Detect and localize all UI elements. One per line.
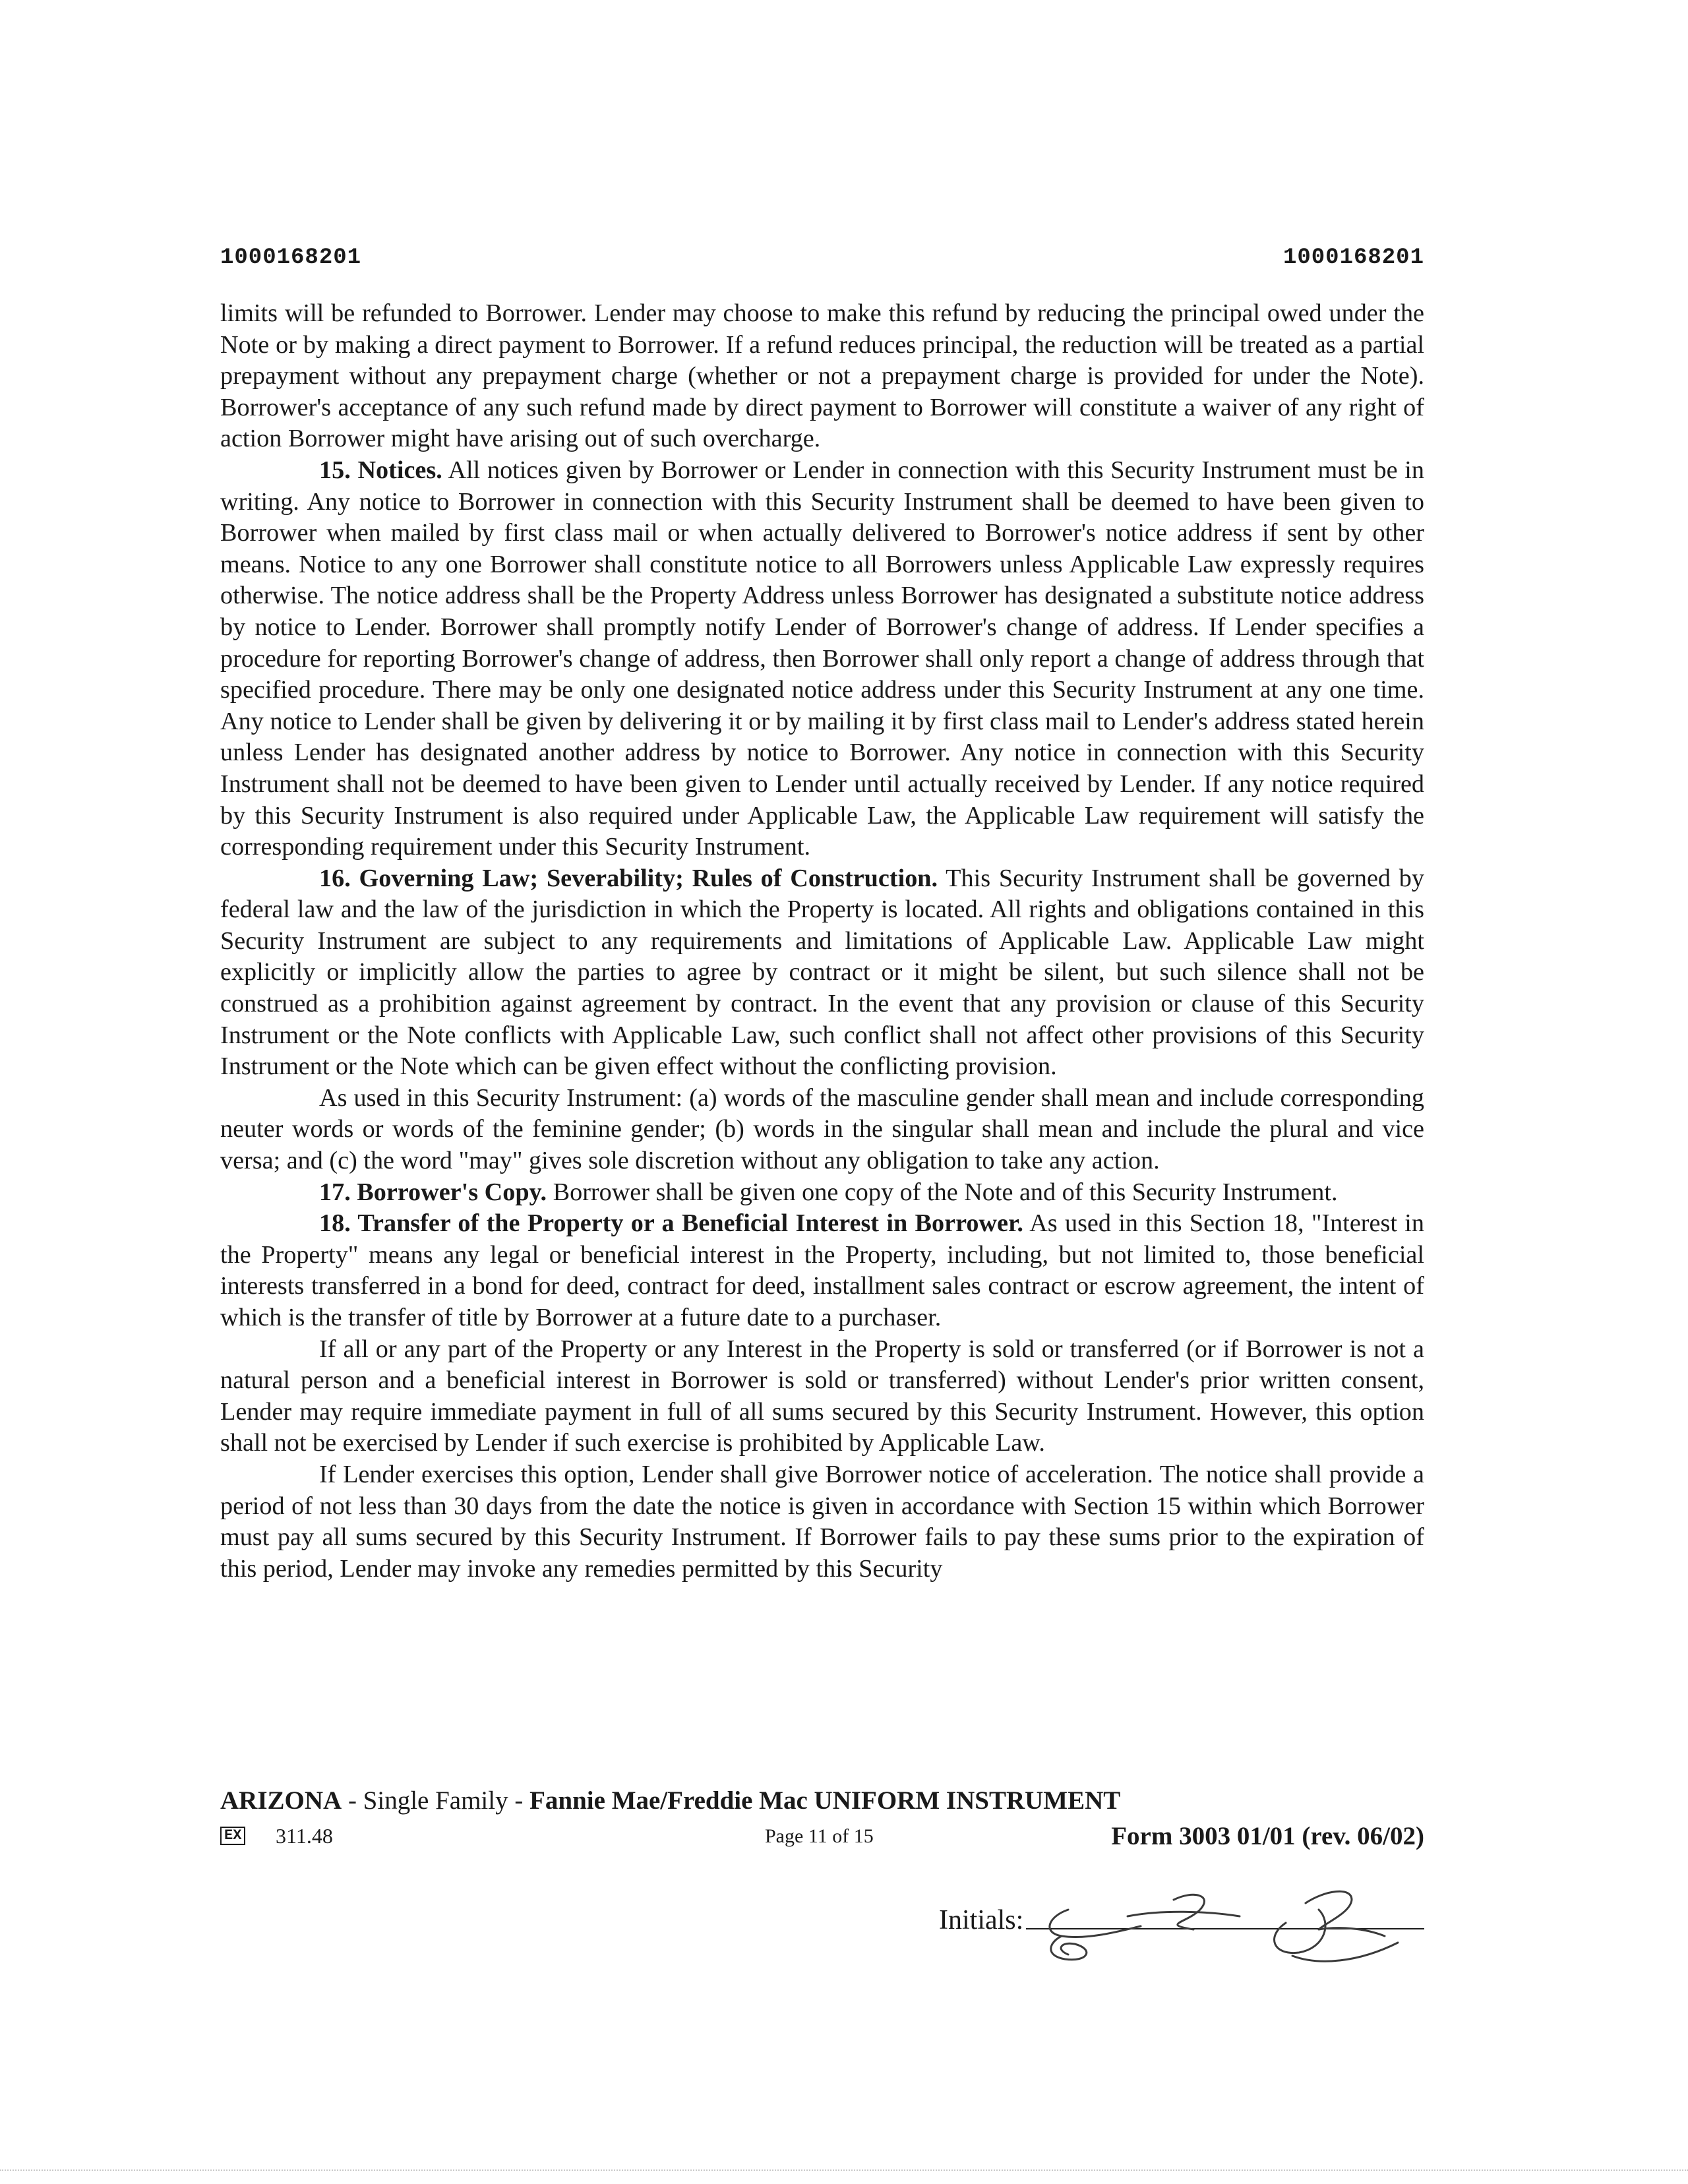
form-code: 311.48 — [276, 1824, 333, 1848]
section-18 — [220, 1208, 1424, 1333]
section-18-paragraph-2: If all or any part of the Property or any Interest in the Property is sold or transferred (or if Borrower is not a natural person and a beneficial interest in Borrower is sold or transferred) without Lender's prior written consent, Lender may require immediate payment in full of all sums secured by this Security Instrument. However, this option shall not be exercised by Lender if such exercise is prohibited by Applicable Law. — [220, 1335, 1424, 1457]
scan-edge-line — [0, 2169, 1688, 2171]
footer-state: ARIZONA — [220, 1786, 342, 1815]
section-16 — [220, 863, 1424, 1083]
section-15 — [220, 455, 1424, 863]
ex-logo-icon: EX — [220, 1827, 245, 1845]
form-number: Form 3003 01/01 (rev. 06/02) — [1111, 1822, 1424, 1850]
initials-label: Initials: — [939, 1905, 1024, 1935]
section-16-text: This Security Instrument shall be governed by federal law and the law of the jurisdiction in which the Property is located. All rights and obligations contained in this Security Instrument are subject to any requirements and limitations of Applicable Law. Applicable Law might explicitly or implicitly allow the parties to agree by contract or it might be silent, but such silence shall not be construed as a prohibition against agreement by contract. In the event that any provision or clause of this Security Instrument or the Note conflicts with Applicable Law, such conflict shall not affect other provisions of this Security Instrument or the Note which can be given effect without the conflicting provision. — [220, 864, 1424, 1081]
section-15-heading: 15. Notices. — [319, 456, 442, 484]
paragraph-continuation: limits will be refunded to Borrower. Lender may choose to make this refund by reducing the principal owed under the Note or by making a direct payment to Borrower. If a refund reduces principal, the reduction will be treated as a partial prepayment without any prepayment charge (whether or not a prepayment charge is provided for under the Note). Borrower's acceptance of any such refund made by direct payment to Borrower will constitute a waiver of any right of action Borrower might have arising out of such overcharge. — [220, 299, 1424, 453]
section-17-text: Borrower shall be given one copy of the Note and of this Security Instrument. — [547, 1178, 1338, 1206]
section-17 — [220, 1177, 1424, 1209]
section-15-text: All notices given by Borrower or Lender in connection with this Security Instrument must be in writing. Any notice to Borrower in connection with this Security Instrument shall be deemed to have been given to Borrower when mailed by first class mail or when actually delivered to Borrower's notice address if sent by other means. Notice to any one Borrower shall constitute notice to all Borrowers unless Applicable Law expressly requires otherwise. The notice address shall be the Property Address unless Borrower has designated a substitute notice address by notice to Lender. Borrower shall promptly notify Lender of Borrower's change of address. If Lender specifies a procedure for reporting Borrower's change of address, then Borrower shall only report a change of address through that specified procedure. There may be only one designated notice address under this Security Instrument at any one time. Any notice to Lender shall be given by delivering it or by mailing it by first class mail to Lender's address stated herein unless Lender has designated another address by notice to Borrower. Any notice in connection with this Security Instrument shall not be deemed to have been given to Lender until actually received by Lender. If any notice required by this Security Instrument is also required under Applicable Law, the Applicable Law requirement will satisfy the corresponding requirement under this Security Instrument. — [220, 456, 1424, 861]
section-16-paragraph-2: As used in this Security Instrument: (a) words of the masculine gender shall mean and include corresponding neuter words or words of the feminine gender; (b) words in the singular shall mean and include the plural and vice versa; and (c) the word "may" gives sole discretion without any obligation to take any action. — [220, 1083, 1424, 1175]
section-18-text: As used in this Section 18, "Interest in the Property" means any legal or beneficial interest in the Property, including, but not limited to, those beneficial interests transferred in a bond for deed, contract for deed, installment sales contract or escrow agreement, the intent of which is the transfer of title by Borrower at a future date to a purchaser. — [220, 1209, 1424, 1331]
footer-title — [220, 1786, 1120, 1816]
loan-number-left: 1000168201 — [220, 245, 362, 270]
section-16-heading: 16. Governing Law; Severability; Rules of Construction. — [319, 864, 938, 892]
loan-number-right: 1000168201 — [1282, 245, 1424, 270]
initials-signature — [1042, 1870, 1411, 1976]
footer-separator: - Single Family - — [342, 1786, 530, 1815]
section-18-paragraph-3: If Lender exercises this option, Lender shall give Borrower notice of acceleration. The notice shall provide a period of not less than 30 days from the date the notice is given in accordance with Section 15 within which Borrower must pay all sums secured by this Security Instrument. If Borrower fails to pay these sums prior to the expiration of this period, Lender may invoke any remedies permitted by this Security — [220, 1460, 1424, 1583]
document-body — [220, 298, 1424, 1585]
section-17-heading: 17. Borrower's Copy. — [319, 1178, 547, 1206]
section-18-heading: 18. Transfer of the Property or a Beneficial Interest in Borrower. — [319, 1209, 1023, 1238]
footer-instrument: Fannie Mae/Freddie Mac UNIFORM INSTRUMENT — [529, 1786, 1121, 1815]
footer-row — [220, 1821, 1424, 1853]
page-number: Page 11 of 15 — [765, 1825, 874, 1847]
